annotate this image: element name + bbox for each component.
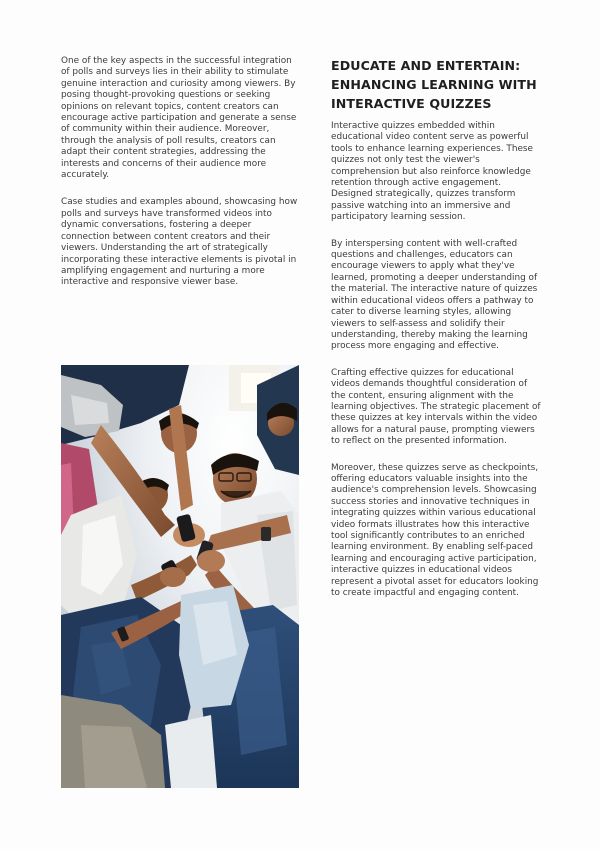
right-column — [331, 56, 543, 614]
group-photo — [61, 365, 299, 788]
right-paragraph-2: By interspersing content with well-crafted questions and challenges, educators can encourage viewers to apply what they've learned, promoting a deeper understanding of the material. The interactive nature of quizzes within educational videos offers a pathway to cater to diverse learning styles, allowing viewers to self-assess and solidify their understanding, thereby making the learning process more engaging and effective. — [331, 238, 538, 352]
right-paragraph-1: Interactive quizzes embedded within educational video content serve as powerful tools to enhance learning experiences. These quizzes not only test the viewer's comprehension but also reinforce knowledge retention through active engagement. Designed strategically, quizzes transform passive watching into an immersive and participatory learning session. — [331, 121, 533, 223]
left-paragraph-2: Case studies and examples abound, showcasing how polls and surveys have transformed videos into dynamic conversations, fostering a deeper connection between content creators and their viewers. Understanding the art of strategically incorporating these interactive elements is pivotal in amplifying engagement and nurturing a more interactive and responsive viewer base. — [61, 197, 298, 288]
left-column — [61, 56, 301, 305]
right-paragraph-4: Moreover, these quizzes serve as checkpoints, offering educators valuable insights into the audience's comprehension levels. Showcasing success stories and innovative techniques in integrating quizzes within various educational video formats illustrates how this interactive tool significantly contributes to an enriched learning environment. By enabling self-paced learning and encouraging active participation, interactive quizzes in educational videos represent a pivotal asset for educators looking to create impactful and engaging content. — [331, 462, 539, 599]
section-heading: EDUCATE AND ENTERTAIN: ENHANCING LEARNING WITH INTERACTIVE QUIZZES — [331, 58, 537, 111]
photo-illustration — [61, 365, 299, 788]
left-paragraph-1: One of the key aspects in the successful integration of polls and surveys lies in their ability to stimulate genuine interaction and curiosity among viewers. By posing thought-provoking questions or seeking opinions on relevant topics, content creators can encourage active participation and generate a sense of community within their audience. Moreover, through the analysis of poll results, creators can adapt their content strategies, addressing the interests and concerns of their audience more accurately. — [61, 56, 297, 181]
right-paragraph-3: Crafting effective quizzes for educational videos demands thoughtful consideration of the content, ensuring alignment with the learning objectives. The strategic placement of these quizzes at key intervals within the video allows for a natural pause, prompting viewers to reflect on the presented information. — [331, 367, 541, 447]
